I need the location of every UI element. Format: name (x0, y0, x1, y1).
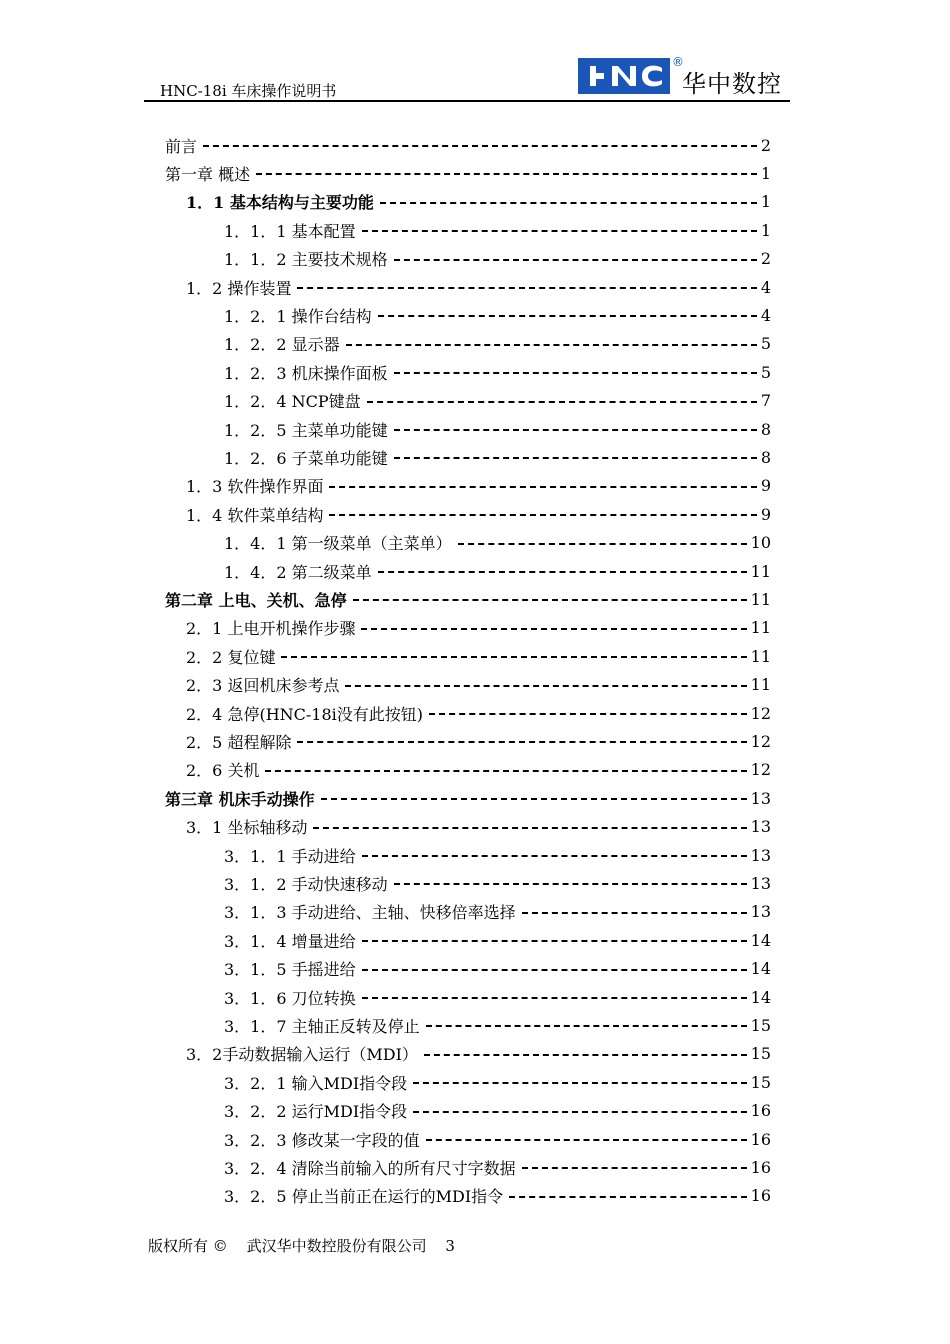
toc-entry[interactable] (224, 330, 771, 358)
toc-entry[interactable] (224, 869, 771, 897)
toc-dash-leader (413, 1082, 746, 1084)
toc-entry[interactable] (224, 841, 771, 869)
toc-dash-leader (509, 1196, 746, 1198)
toc-entry-page: 13 (750, 788, 771, 808)
toc-entry[interactable] (186, 756, 771, 784)
toc-entry[interactable] (224, 1011, 771, 1039)
toc-entry-label: 1．2．2 显示器 (224, 335, 340, 355)
toc-entry-page: 12 (750, 760, 771, 780)
toc-entry-label: 3．2．4 清除当前输入的所有尺寸字数据 (224, 1158, 516, 1178)
toc-entry-label: 1．2．6 子菜单功能键 (224, 448, 388, 468)
toc-entry-label: 1．2．4 NCP键盘 (224, 392, 361, 412)
toc-entry-page: 4 (760, 277, 771, 297)
toc-entry-label: 3．2．5 停止当前正在运行的MDI指令 (224, 1187, 504, 1207)
toc-dash-leader (522, 912, 747, 914)
toc-dash-leader (362, 230, 757, 232)
toc-dash-leader (361, 628, 746, 630)
toc-entry[interactable] (224, 529, 771, 557)
toc-entry-page: 14 (750, 987, 771, 1007)
toc-entry-label: 2．4 急停(HNC-18i没有此按钮) (186, 704, 424, 724)
toc-entry-page: 2 (760, 249, 771, 269)
toc-entry-page: 13 (750, 817, 771, 837)
toc-entry-label: 3．2手动数据输入运行（MDI） (186, 1045, 418, 1065)
toc-entry-label: 3．1．5 手摇进给 (224, 960, 356, 980)
toc-dash-leader (458, 543, 747, 545)
toc-entry-label: 1．3 软件操作界面 (186, 477, 324, 497)
toc-dash-leader (426, 1139, 747, 1141)
toc-entry-label: 第三章 机床手动操作 (165, 789, 315, 809)
toc-entry-page: 14 (750, 959, 771, 979)
toc-dash-leader (378, 315, 757, 317)
toc-entry-page: 1 (760, 220, 771, 240)
toc-dash-leader (362, 940, 747, 942)
toc-dash-leader (362, 997, 747, 999)
toc-entry-label: 1．2 操作装置 (186, 278, 292, 298)
toc-dash-leader (413, 1111, 746, 1113)
toc-entry-page: 5 (760, 362, 771, 382)
toc-dash-leader (362, 855, 747, 857)
toc-entry-label: 3．1．6 刀位转换 (224, 988, 356, 1008)
company-name: 武汉华中数控股份有限公司 (246, 1237, 427, 1255)
toc-entry[interactable] (165, 585, 771, 613)
toc-dash-leader (362, 969, 747, 971)
toc-dash-leader (367, 401, 757, 403)
toc-entry-label: 1．4 软件菜单结构 (186, 505, 324, 525)
toc-dash-leader (329, 514, 756, 516)
toc-entry[interactable] (186, 727, 771, 755)
toc-entry[interactable] (224, 955, 771, 983)
toc-dash-leader (321, 798, 747, 800)
toc-entry-label: 3．2．1 输入MDI指令段 (224, 1073, 408, 1093)
toc-entry[interactable] (186, 1040, 771, 1068)
toc-entry-label: 2．5 超程解除 (186, 732, 292, 752)
toc-entry-label: 3．1．3 手动进给、主轴、快移倍率选择 (224, 903, 516, 923)
toc-entry-label: 2．3 返回机床参考点 (186, 676, 340, 696)
toc-dash-leader (394, 457, 757, 459)
toc-entry-page: 11 (750, 646, 771, 666)
toc-entry-label: 3．1．7 主轴正反转及停止 (224, 1016, 420, 1036)
toc-entry[interactable] (224, 983, 771, 1011)
toc-dash-leader (265, 770, 746, 772)
toc-entry-page: 15 (750, 1015, 771, 1035)
toc-entry[interactable] (224, 415, 771, 443)
toc-entry-page: 9 (760, 476, 771, 496)
toc-entry-page: 11 (750, 618, 771, 638)
toc-dash-leader (394, 372, 757, 374)
toc-dash-leader (297, 287, 756, 289)
toc-entry[interactable] (224, 1068, 771, 1096)
toc-entry[interactable] (165, 784, 771, 812)
toc-entry-page: 8 (760, 419, 771, 439)
toc-entry-page: 12 (750, 731, 771, 751)
toc-entry-page: 13 (750, 873, 771, 893)
toc-entry-page: 7 (760, 391, 771, 411)
toc-dash-leader (281, 656, 746, 658)
toc-entry-label: 1．1 基本结构与主要功能 (186, 193, 374, 213)
toc-entry-page: 1 (760, 163, 771, 183)
toc-entry-page: 16 (750, 1186, 771, 1206)
toc-entry-label: 1．4．2 第二级菜单 (224, 562, 372, 582)
toc-dash-leader (394, 259, 757, 261)
registered-mark: ® (672, 55, 684, 69)
toc-dash-leader (429, 713, 747, 715)
toc-entry-page: 8 (760, 447, 771, 467)
toc-entry-page: 16 (750, 1101, 771, 1121)
toc-entry-label: 1．2．3 机床操作面板 (224, 363, 388, 383)
toc-entry-page: 13 (750, 902, 771, 922)
toc-dash-leader (426, 1025, 747, 1027)
toc-entry-page: 15 (750, 1072, 771, 1092)
toc-dash-leader (394, 883, 747, 885)
toc-entry-page: 4 (760, 305, 771, 325)
toc-entry-label: 1．1．2 主要技术规格 (224, 250, 388, 270)
toc-dash-leader (313, 827, 746, 829)
toc-dash-leader (329, 486, 756, 488)
toc-entry-label: 3．1．4 增量进给 (224, 931, 356, 951)
toc-entry-label: 1．1．1 基本配置 (224, 221, 356, 241)
toc-entry-page: 2 (760, 135, 771, 155)
toc-entry-page: 15 (750, 1044, 771, 1064)
toc-entry[interactable] (224, 926, 771, 954)
toc-entry[interactable] (165, 159, 771, 187)
toc-entry[interactable] (186, 188, 771, 216)
toc-entry[interactable] (224, 216, 771, 244)
copyright-text: 版权所有 © (148, 1237, 228, 1255)
toc-entry[interactable] (224, 245, 771, 273)
brand-name: 华中数控 (682, 70, 782, 98)
toc-dash-leader (394, 429, 757, 431)
toc-entry[interactable] (186, 614, 771, 642)
toc-entry-page: 1 (760, 192, 771, 212)
toc-dash-leader (256, 173, 757, 175)
toc-dash-leader (378, 571, 747, 573)
toc-entry[interactable] (224, 1182, 771, 1210)
toc-entry-page: 11 (750, 561, 771, 581)
toc-entry[interactable] (224, 443, 771, 471)
toc-dash-leader (424, 1054, 747, 1056)
document-title: HNC-18i 车床操作说明书 (160, 82, 337, 100)
toc-entry[interactable] (186, 642, 771, 670)
toc-entry-label: 3．1．2 手动快速移动 (224, 874, 388, 894)
toc-entry-label: 1．2．5 主菜单功能键 (224, 420, 388, 440)
toc-entry-page: 11 (750, 675, 771, 695)
toc-entry-page: 14 (750, 930, 771, 950)
hnc-logo (578, 52, 690, 94)
toc-entry-label: 1．2．1 操作台结构 (224, 306, 372, 326)
toc-dash-leader (297, 741, 746, 743)
page-footer (148, 1235, 469, 1256)
toc-entry-label: 1．4．1 第一级菜单（主菜单） (224, 534, 452, 554)
toc-entry[interactable] (224, 898, 771, 926)
toc-entry-page: 16 (750, 1129, 771, 1149)
toc-entry-page: 9 (760, 504, 771, 524)
toc-dash-leader (380, 202, 757, 204)
toc-entry-label: 3．2．3 修改某一字段的值 (224, 1130, 420, 1150)
toc-entry-page: 12 (750, 703, 771, 723)
toc-entry[interactable] (186, 699, 771, 727)
toc-entry-label: 2．2 复位键 (186, 647, 276, 667)
header-divider (144, 100, 790, 102)
toc-entry[interactable] (186, 273, 771, 301)
toc-entry-page: 5 (760, 334, 771, 354)
toc-entry[interactable] (224, 301, 771, 329)
toc-entry-label: 第一章 概述 (165, 164, 251, 184)
toc-entry-label: 前言 (165, 136, 198, 156)
toc-entry[interactable] (186, 500, 771, 528)
toc-entry[interactable] (224, 387, 771, 415)
toc-entry[interactable] (224, 1153, 771, 1181)
toc-dash-leader (203, 145, 757, 147)
toc-dash-leader (522, 1167, 747, 1169)
toc-entry-page: 10 (750, 533, 771, 553)
page-number: 3 (445, 1237, 455, 1255)
toc-entry[interactable] (224, 1125, 771, 1153)
toc-entry-page: 11 (750, 589, 771, 609)
toc-dash-leader (345, 685, 746, 687)
toc-entry-label: 2．6 关机 (186, 761, 260, 781)
toc-entry-label: 3．1．1 手动进给 (224, 846, 356, 866)
toc-dash-leader (353, 599, 747, 601)
toc-entry-label: 3．1 坐标轴移动 (186, 818, 308, 838)
toc-entry-label: 3．2．2 运行MDI指令段 (224, 1102, 408, 1122)
toc-entry[interactable] (224, 358, 771, 386)
toc-entry-page: 13 (750, 845, 771, 865)
toc-entry-label: 第二章 上电、关机、急停 (165, 590, 347, 610)
toc-entry[interactable] (186, 472, 771, 500)
toc-entry[interactable] (165, 131, 771, 159)
toc-entry[interactable] (186, 671, 771, 699)
toc-entry-page: 16 (750, 1157, 771, 1177)
toc-entry[interactable] (186, 813, 771, 841)
toc-entry[interactable] (224, 1097, 771, 1125)
toc-entry[interactable] (224, 557, 771, 585)
toc-entry-label: 2．1 上电开机操作步骤 (186, 619, 356, 639)
toc-dash-leader (346, 344, 757, 346)
